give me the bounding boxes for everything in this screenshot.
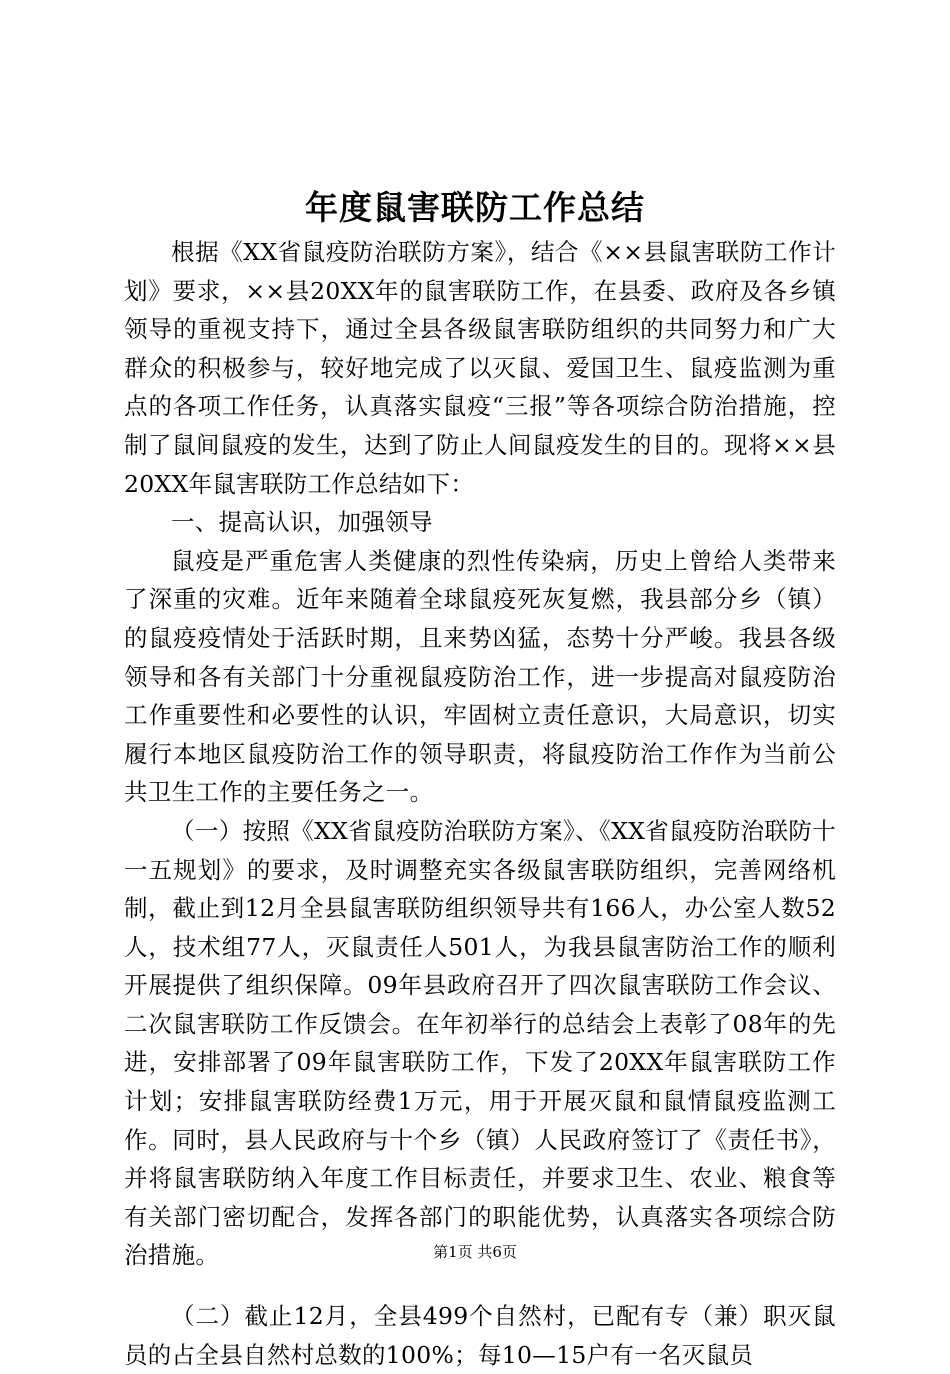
paragraph-item-1: （一）按照《XX省鼠疫防治联防方案》、《XX省鼠疫防治联防十一五规划》的要求，及时调整充实各级鼠害联防组织，完善网络机制，截止到12月全县鼠害联防组织领导共有166人，办公室人数52人，技术组77人，灭鼠责任人501人，为我县鼠害防治工作的顺利开展提供了组织保障。09年县政府召开了四次鼠害联防工作会议、二次鼠害联防工作反馈会。在年初举行的总结会上表彰了08年的先进，安排部署了09年鼠害联防工作，下发了20XX年鼠害联防工作计划；安排鼠害联防经费1万元，用于开展灭鼠和鼠情鼠疫监测工作。同时，县人民政府与十个乡（镇）人民政府签订了《责任书》，并将鼠害联防纳入年度工作目标责任，并要求卫生、农业、粮食等有关部门密切配合，发挥各部门的职能优势，认真落实各项综合防治措施。	[124, 816, 836, 1270]
document-title: 年度鼠害联防工作总结	[305, 188, 645, 227]
document-body	[124, 233, 836, 1374]
paragraph-intro: 根据《XX省鼠疫防治联防方案》，结合《××县鼠害联防工作计划》要求，××县20XX年的鼠害联防工作，在县委、政府及各乡镇领导的重视支持下，通过全县各级鼠害联防组织的共同努力和广大群众的积极参与，较好地完成了以灭鼠、爱国卫生、鼠疫监测为重点的各项工作任务，认真落实鼠疫“三报”等各项综合防治措施，控制了鼠间鼠疫的发生，达到了防止人间鼠疫发生的目的。现将××县20XX年鼠害联防工作总结如下：	[124, 238, 836, 498]
page-number-footer: 第1页 共6页	[433, 1243, 517, 1261]
paragraph-section-1: 鼠疫是严重危害人类健康的烈性传染病，历史上曾给人类带来了深重的灾难。近年来随着全球鼠疫死灰复燃，我县部分乡（镇）的鼠疫疫情处于活跃时期，且来势凶猛，态势十分严峻。我县各级领导和各有关部门十分重视鼠疫防治工作，进一步提高对鼠疫防治工作重要性和必要性的认识，牢固树立责任意识，大局意识，切实履行本地区鼠疫防治工作的领导职责，将鼠疫防治工作作为当前公共卫生工作的主要任务之一。	[124, 546, 836, 807]
section-heading-1: 一、提高认识，加强领导	[171, 508, 433, 537]
paragraph-item-2: （二）截止12月，全县499个自然村，已配有专（兼）职灭鼠员的占全县自然村总数的100%；每10—15户有一名灭鼠员	[124, 1302, 836, 1369]
